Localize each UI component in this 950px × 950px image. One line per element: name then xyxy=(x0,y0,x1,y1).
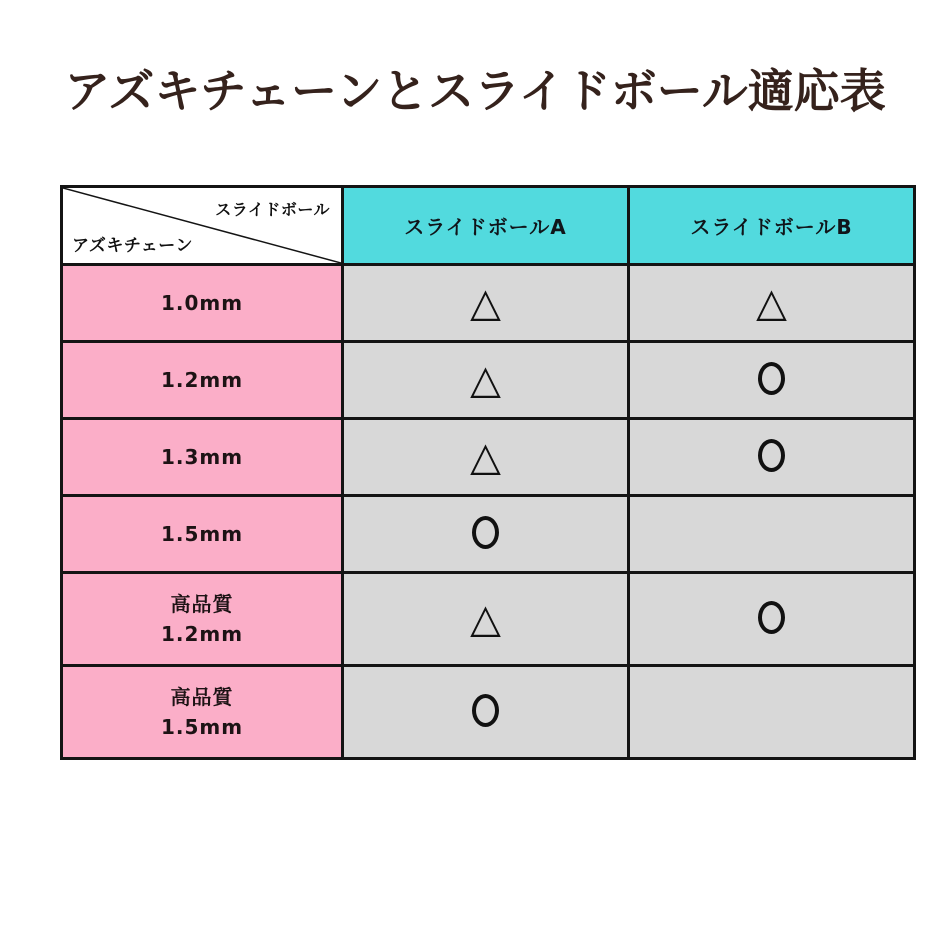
row-label-text-line2: 1.2mm xyxy=(160,622,244,646)
column-header-slide-ball-b: スライドボールB xyxy=(629,187,915,265)
compat-mark xyxy=(757,601,787,634)
table-row xyxy=(62,419,915,496)
table-row xyxy=(62,573,915,666)
row-label-text: 1.2mm xyxy=(160,368,244,392)
compat-mark: △ xyxy=(470,280,501,326)
table-row xyxy=(62,342,915,419)
compat-mark: △ xyxy=(470,357,501,403)
row-label xyxy=(62,666,343,759)
compat-mark xyxy=(757,439,787,472)
row-label xyxy=(62,265,343,342)
compat-mark xyxy=(757,519,787,549)
corner-row-axis-label: アズキチェーン xyxy=(72,236,193,256)
row-label-text: 高品質 xyxy=(170,685,234,709)
page-title: アズキチェーンとスライドボール適応表 xyxy=(64,64,886,118)
compat-mark: △ xyxy=(470,596,501,642)
row-label-text-line2: 1.5mm xyxy=(160,715,244,739)
compat-mark xyxy=(757,697,787,727)
table-row xyxy=(62,666,915,759)
row-label xyxy=(62,342,343,419)
row-label xyxy=(62,419,343,496)
table-row xyxy=(62,496,915,573)
row-label xyxy=(62,496,343,573)
compat-mark xyxy=(757,362,787,395)
compat-cell xyxy=(629,265,915,342)
compat-mark: △ xyxy=(470,434,501,480)
compat-cell xyxy=(629,342,915,419)
compat-cell xyxy=(629,419,915,496)
compat-mark: △ xyxy=(756,280,787,326)
compat-mark xyxy=(471,516,501,549)
compat-cell xyxy=(343,342,629,419)
row-label-text: 1.5mm xyxy=(160,522,244,546)
compat-cell xyxy=(343,496,629,573)
compat-cell xyxy=(629,666,915,759)
row-label-text: 高品質 xyxy=(170,592,234,616)
row-label-text: 1.3mm xyxy=(160,445,244,469)
compatibility-table xyxy=(60,185,916,760)
column-header-slide-ball-a: スライドボールA xyxy=(343,187,629,265)
compat-cell xyxy=(629,496,915,573)
table-row xyxy=(62,265,915,342)
compat-cell xyxy=(629,573,915,666)
compat-cell xyxy=(343,573,629,666)
row-label-text: 1.0mm xyxy=(160,291,244,315)
corner-column-axis-label: スライドボール xyxy=(215,200,330,219)
compat-cell xyxy=(343,419,629,496)
row-label xyxy=(62,573,343,666)
corner-cell xyxy=(62,187,343,265)
table-header-row xyxy=(62,187,915,265)
compat-cell xyxy=(343,265,629,342)
compat-mark xyxy=(471,694,501,727)
compat-cell xyxy=(343,666,629,759)
